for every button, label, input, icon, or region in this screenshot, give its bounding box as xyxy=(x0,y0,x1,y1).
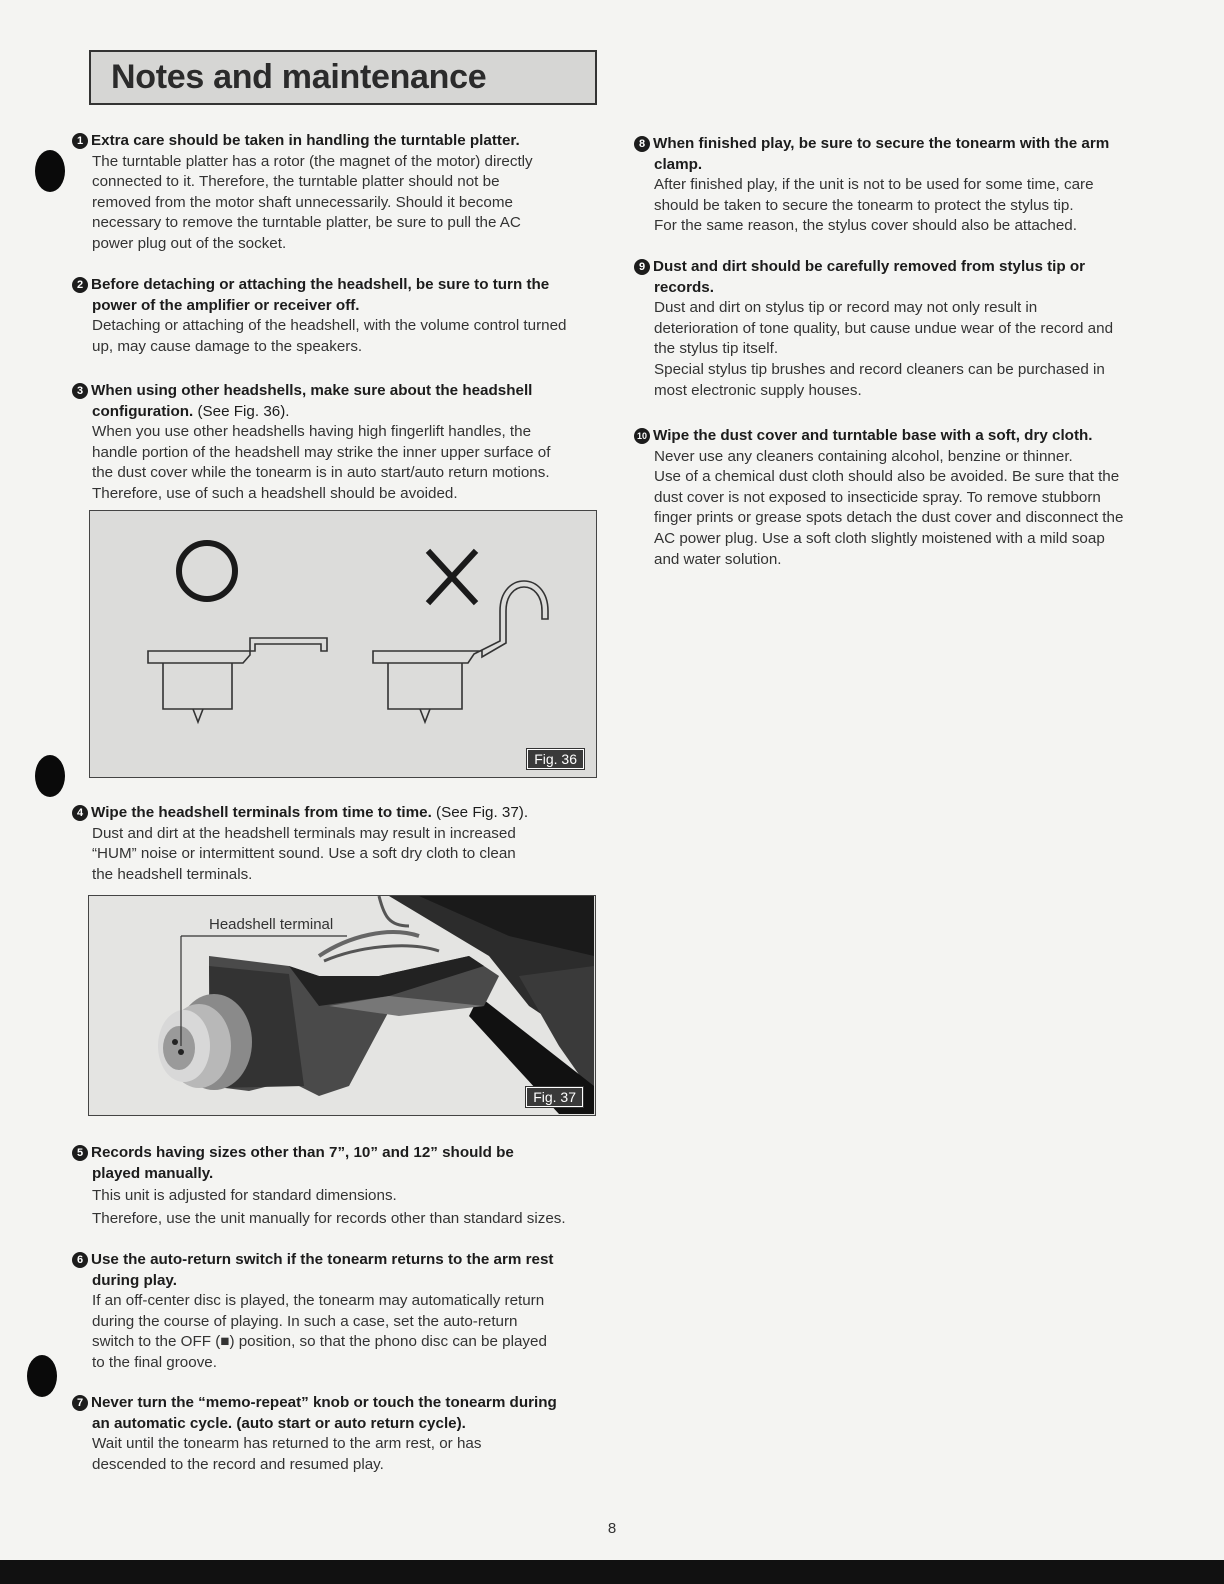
note-body: Detaching or attaching of the headshell, with the volume control turned up, may cause damage to the speakers. xyxy=(92,317,567,355)
standard-headshell-icon xyxy=(148,638,327,722)
note-item-8 xyxy=(634,134,1154,237)
note-body: The turntable platter has a rotor (the magnet of the motor) directly connected to it. Therefore, the turntable platter should not be removed from the motor shaft unnecessarily. Should it become necessary to remove the turntable platter, be sure to pull the AC power plug out of the socket. xyxy=(92,152,533,252)
note-heading: 6 Use the auto-return switch if the tonearm returns to the arm rest during play. xyxy=(72,1250,597,1291)
note-item-1 xyxy=(72,131,592,255)
incorrect-symbol-icon xyxy=(430,553,474,601)
note-heading: 5 Records having sizes other than 7”, 10” and 12” should be played manually. xyxy=(72,1143,602,1184)
note-item-2 xyxy=(72,275,597,357)
note-item-6 xyxy=(72,1250,597,1374)
figure-reference: (See Fig. 36). xyxy=(197,402,290,420)
high-fingerlift-headshell-icon xyxy=(373,581,548,722)
item-number-badge: 9 xyxy=(634,259,650,275)
item-number-badge: 7 xyxy=(72,1395,88,1411)
figure-label: Fig. 37 xyxy=(526,1087,583,1107)
item-number-badge: 6 xyxy=(72,1252,88,1268)
figure-label: Fig. 36 xyxy=(527,749,584,769)
item-number-badge: 1 xyxy=(72,133,88,149)
headshell-comparison-diagram xyxy=(90,511,595,776)
item-number-badge: 10 xyxy=(634,428,650,444)
note-body: After finished play, if the unit is not to be used for some time, care should be taken to secure the tonearm to protect the stylus tip. For the same reason, the stylus cover should also be attached. xyxy=(654,176,1094,235)
punch-hole-top xyxy=(35,150,65,192)
headshell-terminal-callout: Headshell terminal xyxy=(209,916,334,933)
note-body: Dust and dirt on stylus tip or record may not only result in deterioration of tone quality, but cause undue wear of the record and the stylus tip itself. Special stylus tip brushes and record cleaners can be purchased in most electronic supply houses. xyxy=(654,299,1114,399)
note-heading: 9 Dust and dirt should be carefully removed from stylus tip or records. xyxy=(634,257,1154,298)
figure-reference: (See Fig. 37). xyxy=(436,804,529,821)
item-number-badge: 5 xyxy=(72,1145,88,1161)
note-item-10 xyxy=(634,426,1174,570)
note-item-4 xyxy=(72,803,592,885)
note-heading: 1 Extra care should be taken in handling the turntable platter. xyxy=(72,131,592,152)
item-number-badge: 4 xyxy=(72,805,88,821)
item-number-badge: 3 xyxy=(72,383,88,399)
correct-symbol-icon xyxy=(179,543,235,599)
note-item-7 xyxy=(72,1393,597,1475)
figure-37 xyxy=(88,895,596,1116)
note-heading: 10 Wipe the dust cover and turntable base with a soft, dry cloth. xyxy=(634,426,1174,447)
note-body: Never use any cleaners containing alcohol, benzine or thinner. Use of a chemical dust cloth should also be avoided. Be sure that the dust cover is not exposed to insecticide spray. To remove stubborn finger prints or grease spots detach the dust cover and disconnect the AC power plug. Use a soft cloth slightly moistened with a mild soap and water solution. xyxy=(654,447,1124,568)
note-heading: 2 Before detaching or attaching the headshell, be sure to turn the power of the amplifier or receiver off. xyxy=(72,275,597,316)
section-title-box xyxy=(89,50,597,105)
note-body: When you use other headshells having high fingerlift handles, the handle portion of the headshell may strike the inner upper surface of the dust cover while the tonearm is in auto start/auto return motions. Therefore, use of such a headshell should be avoided. xyxy=(92,423,551,502)
item-number-badge: 8 xyxy=(634,136,650,152)
item-number-badge: 2 xyxy=(72,277,88,293)
note-body: This unit is adjusted for standard dimensions. Therefore, use the unit manually for records other than standard sizes. xyxy=(92,1187,566,1228)
note-body: Dust and dirt at the headshell terminals may result in increased “HUM” noise or intermittent sound. Use a soft dry cloth to clean the headshell terminals. xyxy=(92,824,516,883)
note-body: Wait until the tonearm has returned to the arm rest, or has descended to the record and resumed play. xyxy=(92,1435,482,1473)
headshell-photo-illustration xyxy=(89,896,594,1114)
note-item-5 xyxy=(72,1143,602,1230)
punch-hole-bottom xyxy=(27,1355,57,1397)
note-heading: 3 When using other headshells, make sure about the headshell configuration. (See Fig. 36). xyxy=(72,381,597,422)
note-item-3 xyxy=(72,381,597,505)
page-title: Notes and maintenance xyxy=(111,58,487,96)
note-heading: 7 Never turn the “memo-repeat” knob or touch the tonearm during an automatic cycle. (auto start or auto return cycle). xyxy=(72,1393,597,1434)
note-item-9 xyxy=(634,257,1154,401)
figure-36 xyxy=(89,510,597,778)
note-heading: 8 When finished play, be sure to secure the tonearm with the arm clamp. xyxy=(634,134,1154,175)
punch-hole-middle xyxy=(35,755,65,797)
page-number: 8 xyxy=(607,1520,617,1537)
note-heading: 4 Wipe the headshell terminals from time to time. (See Fig. 37). xyxy=(72,803,592,824)
scan-edge-bar xyxy=(0,1560,1224,1584)
note-body: If an off-center disc is played, the tonearm may automatically return during the course of playing. In such a case, set the auto-return switch to the OFF (■) position, so that the phono disc can be played to the final groove. xyxy=(92,1292,547,1371)
